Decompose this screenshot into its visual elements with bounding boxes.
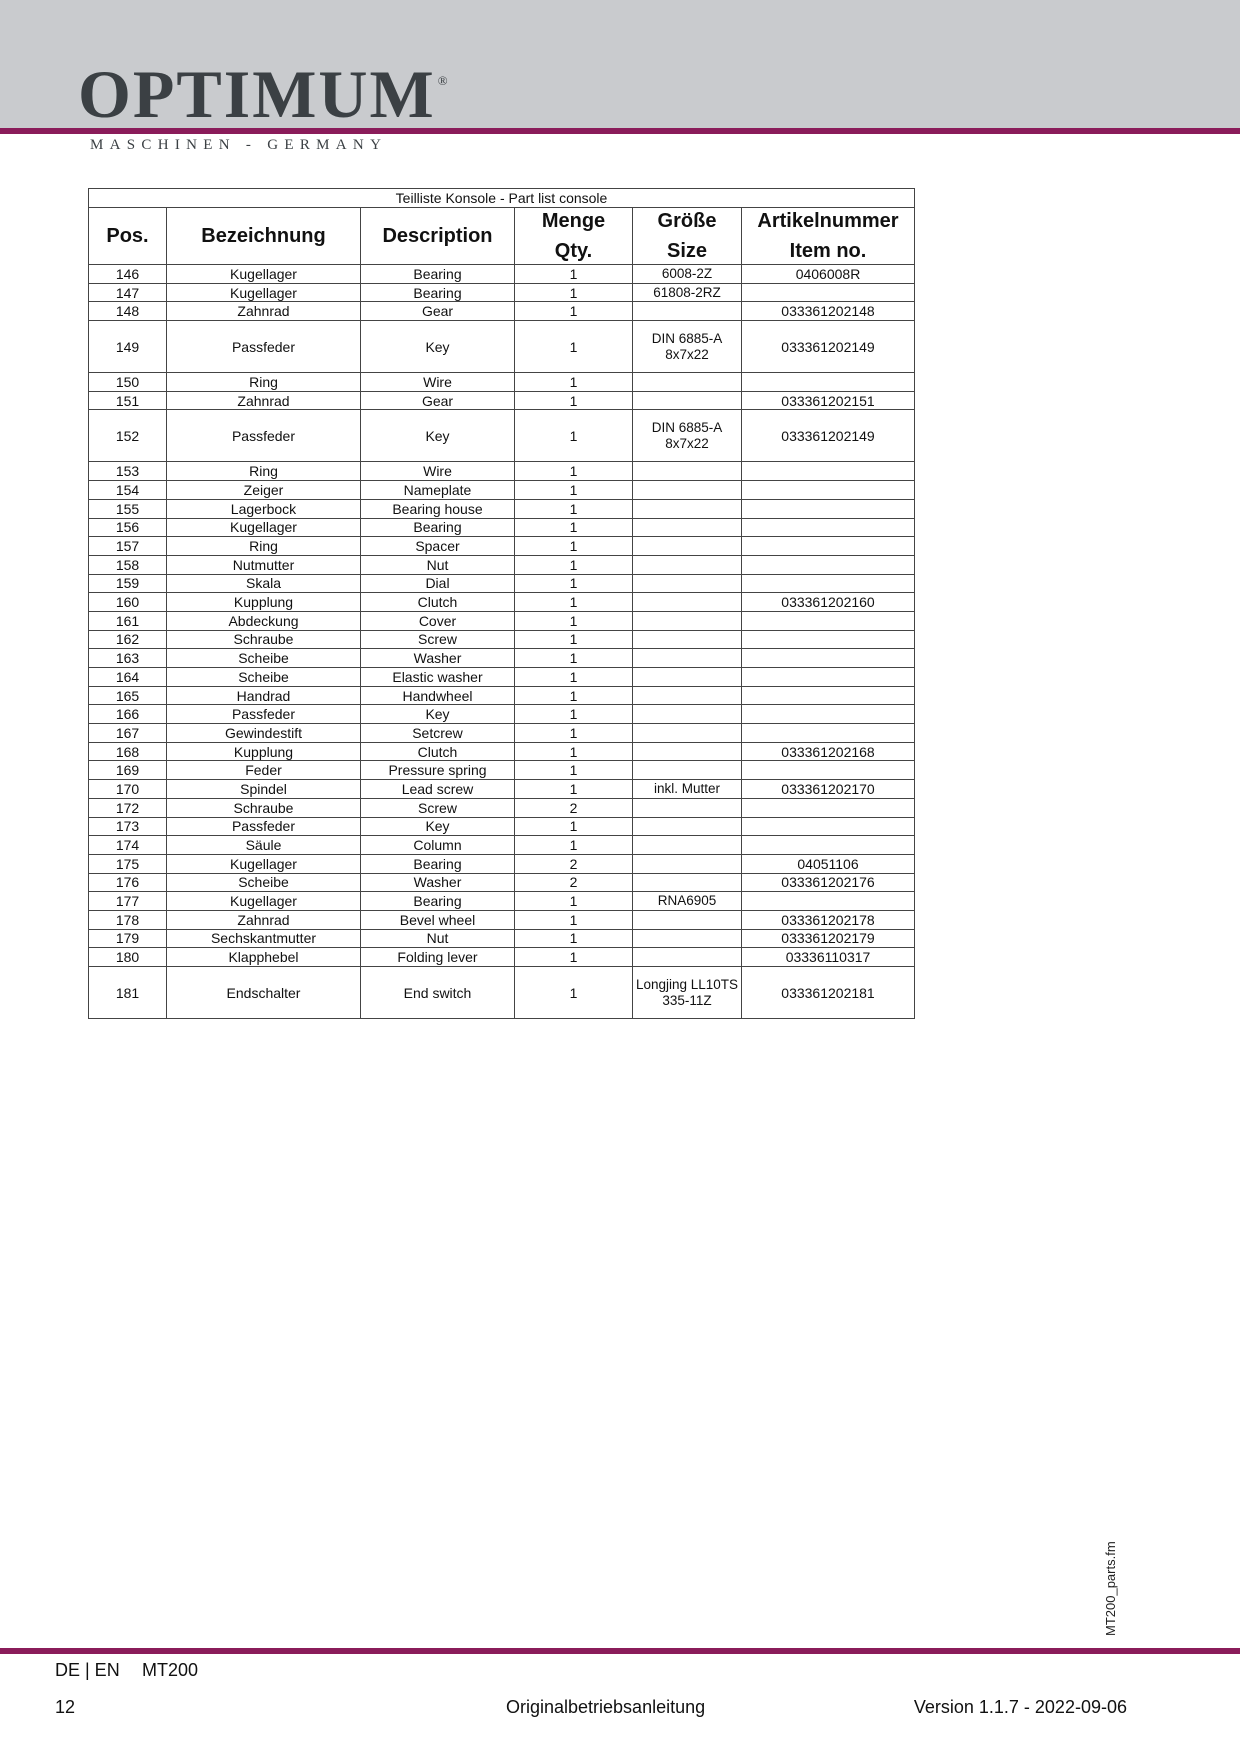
cell-qty: 2 [515,873,633,892]
cell-pos: 178 [89,910,167,929]
cell-bezeichnung: Ring [167,537,361,556]
col-header-artikelnummer-label: Artikelnummer [757,210,899,232]
cell-item-no [742,611,915,630]
cell-qty: 1 [515,892,633,911]
cell-qty: 1 [515,780,633,799]
cell-description: Bevel wheel [361,910,515,929]
table-row [89,462,915,481]
table-row [89,742,915,761]
cell-bezeichnung: Gewindestift [167,724,361,743]
cell-pos: 172 [89,798,167,817]
cell-bezeichnung: Zeiger [167,481,361,500]
cell-pos: 175 [89,854,167,873]
cell-pos: 154 [89,481,167,500]
cell-pos: 180 [89,948,167,967]
cell-qty: 1 [515,668,633,687]
table-row [89,574,915,593]
cell-item-no [742,705,915,724]
table-row [89,761,915,780]
registered-mark: ® [437,73,450,88]
col-header-qty [515,208,633,265]
cell-size [633,462,742,481]
cell-description: Bearing [361,854,515,873]
cell-item-no: 0406008R [742,265,915,284]
cell-bezeichnung: Passfeder [167,410,361,462]
table-row [89,892,915,911]
cell-description: Handwheel [361,686,515,705]
cell-item-no [742,798,915,817]
parts-table-body [89,265,915,1019]
cell-pos: 168 [89,742,167,761]
cell-item-no [742,555,915,574]
table-row [89,321,915,373]
cell-item-no [742,283,915,302]
cell-description: Gear [361,302,515,321]
cell-bezeichnung: Sechskantmutter [167,929,361,948]
cell-size [633,798,742,817]
cell-item-no [742,373,915,392]
table-row [89,302,915,321]
cell-qty: 1 [515,967,633,1019]
cell-item-no: 033361202170 [742,780,915,799]
cell-description: Washer [361,649,515,668]
cell-bezeichnung: Kugellager [167,892,361,911]
table-row [89,283,915,302]
table-row [89,724,915,743]
cell-description: Nut [361,929,515,948]
table-row [89,780,915,799]
cell-bezeichnung: Passfeder [167,321,361,373]
cell-pos: 162 [89,630,167,649]
cell-item-no [742,817,915,836]
cell-size: 61808-2RZ [633,283,742,302]
cell-description: Key [361,705,515,724]
cell-description: Nut [361,555,515,574]
cell-description: Bearing house [361,499,515,518]
cell-size [633,873,742,892]
cell-item-no [742,537,915,556]
cell-bezeichnung: Kugellager [167,265,361,284]
cell-item-no: 033361202181 [742,967,915,1019]
cell-bezeichnung: Passfeder [167,817,361,836]
cell-qty: 1 [515,302,633,321]
cell-pos: 169 [89,761,167,780]
cell-item-no: 033361202149 [742,410,915,462]
cell-bezeichnung: Endschalter [167,967,361,1019]
cell-qty: 1 [515,555,633,574]
cell-size [633,929,742,948]
cell-description: Clutch [361,742,515,761]
cell-qty: 1 [515,518,633,537]
cell-description: Lead screw [361,780,515,799]
cell-item-no [742,481,915,500]
cell-size: Longjing LL10TS 335-11Z [633,967,742,1019]
cell-qty: 1 [515,265,633,284]
table-row [89,948,915,967]
cell-item-no: 033361202148 [742,302,915,321]
cell-qty: 1 [515,283,633,302]
cell-description: Pressure spring [361,761,515,780]
cell-pos: 151 [89,391,167,410]
table-row [89,910,915,929]
cell-item-no [742,630,915,649]
cell-size [633,302,742,321]
cell-item-no [742,761,915,780]
source-file-note: MT200_parts.fm [1103,1541,1118,1636]
cell-size [633,593,742,612]
cell-qty: 1 [515,481,633,500]
cell-qty: 1 [515,593,633,612]
cell-description: Bearing [361,265,515,284]
cell-size [633,611,742,630]
table-row [89,410,915,462]
col-header-item [742,208,915,265]
cell-size [633,537,742,556]
cell-size [633,742,742,761]
cell-pos: 153 [89,462,167,481]
table-row [89,836,915,855]
cell-bezeichnung: Ring [167,373,361,392]
cell-description: Clutch [361,593,515,612]
cell-description: Wire [361,373,515,392]
cell-size [633,391,742,410]
cell-size [633,481,742,500]
cell-size: DIN 6885-A 8x7x22 [633,410,742,462]
cell-size [633,836,742,855]
cell-pos: 165 [89,686,167,705]
cell-pos: 156 [89,518,167,537]
cell-bezeichnung: Nutmutter [167,555,361,574]
table-row [89,854,915,873]
cell-size: DIN 6885-A 8x7x22 [633,321,742,373]
cell-qty: 1 [515,910,633,929]
cell-pos: 155 [89,499,167,518]
brand-tagline: MASCHINEN - GERMANY [90,137,388,153]
cell-pos: 163 [89,649,167,668]
cell-bezeichnung: Kugellager [167,518,361,537]
cell-qty: 1 [515,761,633,780]
cell-description: Elastic washer [361,668,515,687]
cell-pos: 166 [89,705,167,724]
cell-item-no [742,649,915,668]
table-row [89,537,915,556]
cell-bezeichnung: Skala [167,574,361,593]
cell-description: Bearing [361,892,515,911]
cell-size [633,518,742,537]
cell-size [633,705,742,724]
cell-size [633,761,742,780]
col-header-description: Description [361,208,515,265]
cell-pos: 157 [89,537,167,556]
cell-description: Key [361,410,515,462]
cell-pos: 173 [89,817,167,836]
table-row [89,630,915,649]
cell-item-no: 033361202151 [742,391,915,410]
cell-bezeichnung: Ring [167,462,361,481]
cell-size: inkl. Mutter [633,780,742,799]
col-header-menge-label: Menge [541,210,606,232]
cell-bezeichnung: Abdeckung [167,611,361,630]
cell-size [633,555,742,574]
col-header-size-label: Size [666,240,708,262]
cell-bezeichnung: Kupplung [167,742,361,761]
cell-pos: 160 [89,593,167,612]
cell-qty: 1 [515,630,633,649]
footer-document-title: Originalbetriebsanleitung [506,1697,706,1717]
cell-bezeichnung: Zahnrad [167,391,361,410]
cell-pos: 150 [89,373,167,392]
cell-pos: 167 [89,724,167,743]
cell-description: Washer [361,873,515,892]
cell-item-no [742,724,915,743]
cell-qty: 1 [515,462,633,481]
cell-size [633,668,742,687]
cell-pos: 181 [89,967,167,1019]
table-row [89,555,915,574]
table-row [89,265,915,284]
col-header-item-no-label: Item no. [789,240,867,262]
cell-item-no [742,892,915,911]
cell-item-no [742,668,915,687]
cell-description: Setcrew [361,724,515,743]
cell-bezeichnung: Schraube [167,630,361,649]
table-row [89,668,915,687]
cell-bezeichnung: Schraube [167,798,361,817]
table-row [89,518,915,537]
cell-qty: 1 [515,742,633,761]
page-number: 12 [55,1697,76,1717]
cell-bezeichnung: Scheibe [167,649,361,668]
cell-pos: 158 [89,555,167,574]
cell-qty: 1 [515,929,633,948]
table-row [89,373,915,392]
cell-description: Cover [361,611,515,630]
cell-bezeichnung: Kupplung [167,593,361,612]
cell-size [633,854,742,873]
cell-description: Column [361,836,515,855]
cell-pos: 147 [89,283,167,302]
footer-languages: DE | EN [55,1660,120,1680]
cell-qty: 1 [515,948,633,967]
col-header-qty-label: Qty. [554,240,593,262]
table-header-row [89,208,915,265]
col-header-bezeichnung: Bezeichnung [167,208,361,265]
table-row [89,391,915,410]
cell-pos: 164 [89,668,167,687]
cell-description: Nameplate [361,481,515,500]
cell-pos: 152 [89,410,167,462]
cell-description: End switch [361,967,515,1019]
cell-description: Folding lever [361,948,515,967]
footer-model: MT200 [142,1660,199,1680]
cell-qty: 2 [515,854,633,873]
cell-pos: 146 [89,265,167,284]
cell-qty: 1 [515,686,633,705]
cell-item-no: 033361202178 [742,910,915,929]
cell-description: Key [361,817,515,836]
cell-size [633,724,742,743]
cell-size: 6008-2Z [633,265,742,284]
cell-pos: 148 [89,302,167,321]
cell-qty: 1 [515,499,633,518]
cell-qty: 1 [515,649,633,668]
cell-description: Bearing [361,283,515,302]
cell-description: Gear [361,391,515,410]
col-header-groesse-label: Größe [657,210,717,232]
cell-description: Screw [361,630,515,649]
cell-bezeichnung: Feder [167,761,361,780]
cell-item-no: 033361202168 [742,742,915,761]
cell-size [633,630,742,649]
table-row [89,967,915,1019]
cell-pos: 179 [89,929,167,948]
cell-bezeichnung: Zahnrad [167,910,361,929]
parts-table [88,188,915,1019]
col-header-size [633,208,742,265]
cell-size [633,948,742,967]
cell-bezeichnung: Passfeder [167,705,361,724]
table-row [89,873,915,892]
cell-description: Dial [361,574,515,593]
cell-pos: 176 [89,873,167,892]
cell-size [633,649,742,668]
cell-bezeichnung: Scheibe [167,873,361,892]
cell-qty: 1 [515,410,633,462]
cell-qty: 1 [515,321,633,373]
cell-item-no [742,462,915,481]
cell-bezeichnung: Handrad [167,686,361,705]
cell-bezeichnung: Kugellager [167,854,361,873]
cell-qty: 1 [515,724,633,743]
cell-item-no [742,518,915,537]
cell-pos: 174 [89,836,167,855]
cell-qty: 1 [515,574,633,593]
table-row [89,798,915,817]
cell-qty: 2 [515,798,633,817]
cell-qty: 1 [515,611,633,630]
cell-qty: 1 [515,705,633,724]
cell-item-no [742,574,915,593]
cell-qty: 1 [515,391,633,410]
cell-item-no: 033361202176 [742,873,915,892]
brand-logo [78,56,450,132]
cell-size [633,574,742,593]
table-row [89,686,915,705]
cell-item-no: 033361202179 [742,929,915,948]
cell-pos: 149 [89,321,167,373]
cell-description: Wire [361,462,515,481]
table-caption: Teilliste Konsole - Part list console [89,189,915,208]
cell-bezeichnung: Lagerbock [167,499,361,518]
col-header-pos: Pos. [89,208,167,265]
cell-item-no: 03336110317 [742,948,915,967]
logo-text: OPTIMUM [78,56,436,132]
cell-bezeichnung: Kugellager [167,283,361,302]
table-row [89,649,915,668]
cell-size [633,373,742,392]
cell-size [633,499,742,518]
cell-size: RNA6905 [633,892,742,911]
cell-qty: 1 [515,537,633,556]
cell-item-no [742,836,915,855]
cell-pos: 159 [89,574,167,593]
cell-description: Key [361,321,515,373]
table-row [89,817,915,836]
table-row [89,593,915,612]
cell-size [633,817,742,836]
cell-pos: 170 [89,780,167,799]
footer-version: Version 1.1.7 - 2022-09-06 [913,1697,1127,1717]
cell-item-no: 04051106 [742,854,915,873]
cell-bezeichnung: Spindel [167,780,361,799]
cell-qty: 1 [515,373,633,392]
table-row [89,611,915,630]
cell-bezeichnung: Säule [167,836,361,855]
cell-description: Screw [361,798,515,817]
cell-qty: 1 [515,817,633,836]
cell-bezeichnung: Klapphebel [167,948,361,967]
cell-bezeichnung: Zahnrad [167,302,361,321]
table-row [89,929,915,948]
cell-description: Spacer [361,537,515,556]
cell-description: Bearing [361,518,515,537]
cell-item-no [742,499,915,518]
cell-size [633,686,742,705]
cell-pos: 161 [89,611,167,630]
table-row [89,705,915,724]
cell-item-no: 033361202149 [742,321,915,373]
table-row [89,499,915,518]
cell-size [633,910,742,929]
table-row [89,481,915,500]
cell-qty: 1 [515,836,633,855]
cell-bezeichnung: Scheibe [167,668,361,687]
cell-pos: 177 [89,892,167,911]
cell-item-no [742,686,915,705]
cell-item-no: 033361202160 [742,593,915,612]
footer-divider [0,1648,1240,1654]
